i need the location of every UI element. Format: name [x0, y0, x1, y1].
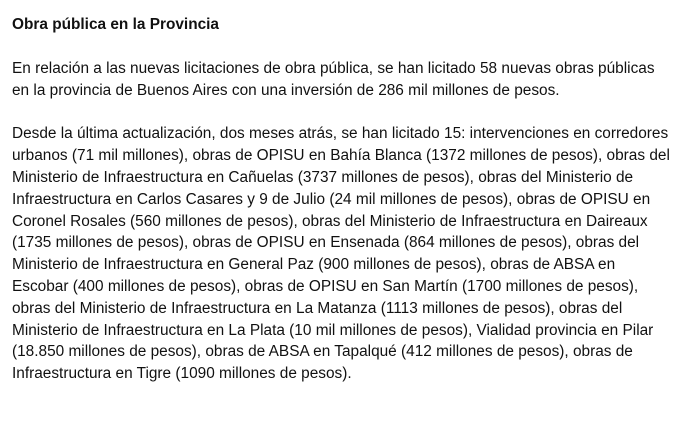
details-paragraph: Desde la última actualización, dos meses atrás, se han licitado 15: intervenciones en corredores urbanos (71 mil millones), obras de OPISU en Bahía Blanca (1372 millones de pesos), obras del Ministerio de Infraestructura en Cañuelas (3737 millones de pesos), obras del Ministerio de Infraestructura en Carlos Casares y 9 de Julio (24 mil millones de pesos), obras de OPISU en Coronel Rosales (560 millones de pesos), obras del Ministerio de Infraestructura en Daireaux (1735 millones de pesos), obras de OPISU en Ensenada (864 millones de pesos), obras del Ministerio de Infraestructura en General Paz (900 millones de pesos), obras de ABSA en Escobar (400 millones de pesos), obras de OPISU en San Martín (1700 millones de pesos), obras del Ministerio de Infraestructura en La Matanza (1113 millones de pesos), obras del Ministerio de Infraestructura en La Plata (10 mil millones de pesos), Vialidad provincia en Pilar (18.850 millones de pesos), obras de ABSA en Tapalqué (412 millones de pesos), obras de Infraestructura en Tigre (1090 millones de pesos). [12, 125, 670, 383]
document [12, 14, 672, 385]
document-title: Obra pública en la Provincia [12, 16, 219, 33]
intro-paragraph: En relación a las nuevas licitaciones de obra pública, se han licitado 58 nuevas obras públicas en la provincia de Buenos Aires con una inversión de 286 mil millones de pesos. [12, 60, 655, 99]
